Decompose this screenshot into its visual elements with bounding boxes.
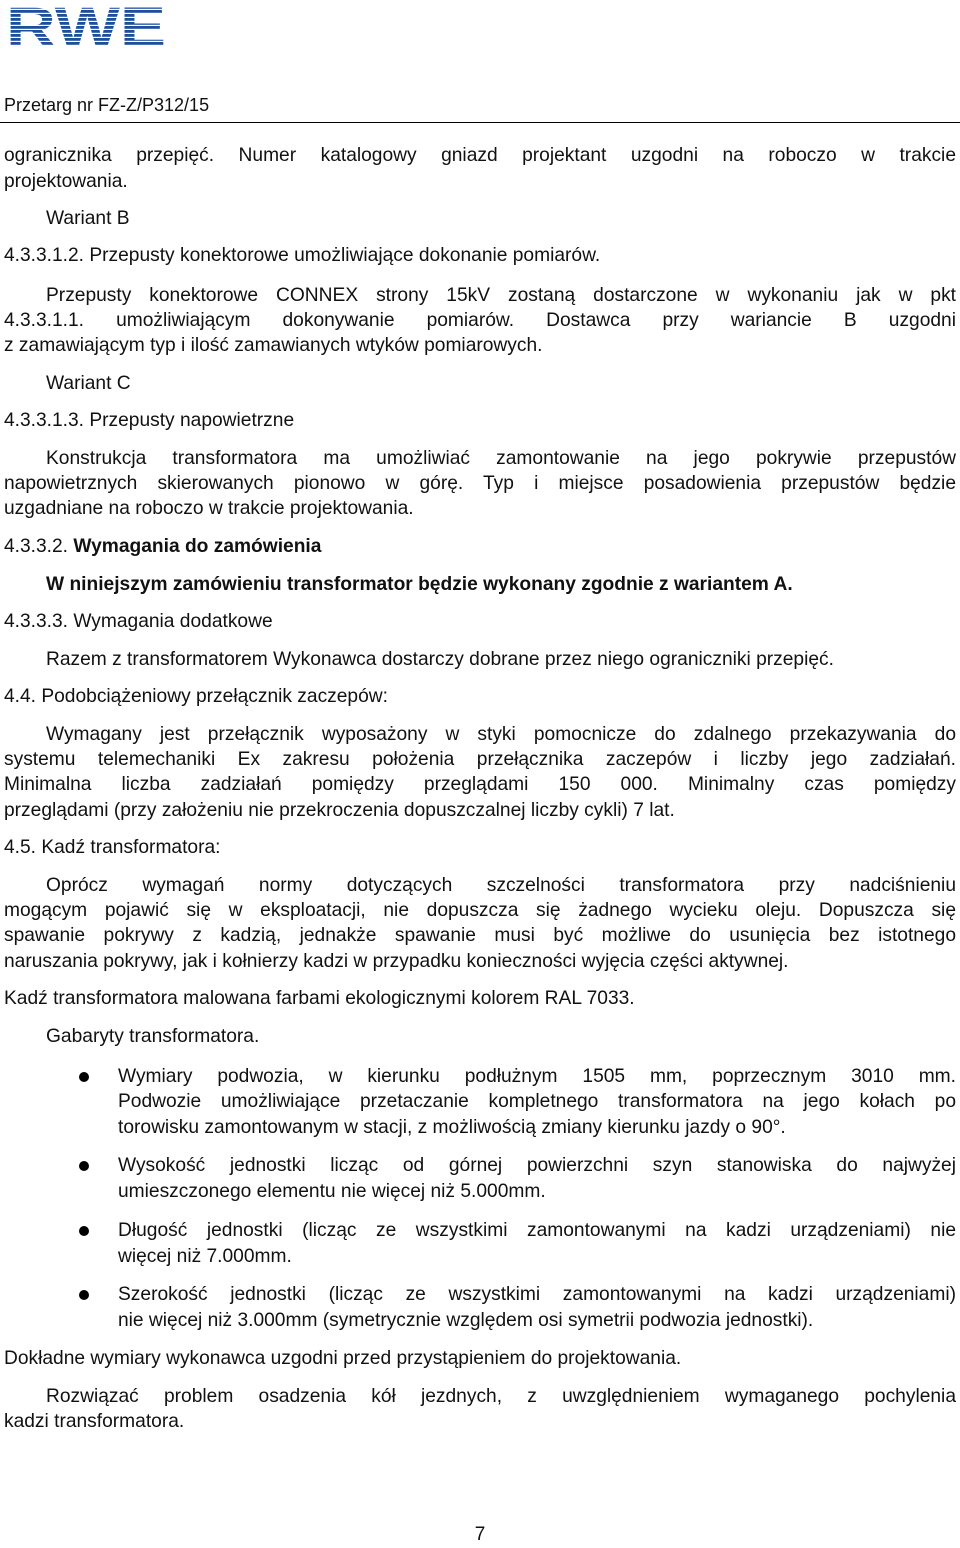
text-line: naruszania pokrywy, jak i kołnierzy kadzi w przypadku konieczności wyjęcia części aktywnej. (4, 951, 789, 972)
variant-c-heading: Wariant C (46, 373, 131, 394)
rwe-logo (6, 2, 168, 54)
text-line: 4.3.3.1.2. Przepusty konektorowe umożliwiające dokonanie pomiarów. (4, 245, 601, 266)
bullet-text: Szerokość jednostki (licząc ze wszystkimi zamontowanymi na kadzi urządzeniami) (118, 1284, 956, 1305)
bold-statement: W niniejszym zamówieniu transformator będzie wykonany zgodnie z wariantem A. (46, 574, 793, 595)
bullet-text: umieszczonego elementu nie więcej niż 5.000mm. (118, 1181, 546, 1202)
text-line: kadzi transformatora. (4, 1411, 185, 1432)
section-heading: 4.3.3.1.3. Przepusty napowietrzne (4, 410, 295, 431)
tender-number: Przetarg nr FZ-Z/P312/15 (4, 95, 210, 115)
text-line: Kadź transformatora malowana farbami ekologicznymi kolorem RAL 7033. (4, 988, 635, 1009)
bullet-text: więcej niż 7.000mm. (118, 1246, 292, 1267)
header-divider (0, 122, 960, 123)
section-heading: 4.5. Kadź transformatora: (4, 837, 221, 858)
bullet-text: Wysokość jednostki licząc od górnej powierzchni szyn stanowiska do najwyżej (118, 1155, 956, 1176)
text-line: napowietrznych skierowanych pionowo w górę. Typ i miejsce posadowienia przepustów będzie (4, 473, 956, 494)
text-line: Wymagany jest przełącznik wyposażony w styki pomocnicze do zdalnego przekazywania do (46, 724, 956, 745)
text-line: ogranicznika przepięć. Numer katalogowy gniazd projektant uzgodni na roboczo w trakcie (4, 145, 956, 166)
text-line: projektowania. (4, 171, 128, 192)
rwe-logo-graphic (6, 2, 168, 54)
bullet-icon (79, 1290, 89, 1300)
bullet-icon (79, 1161, 89, 1171)
section-heading-4-3-3-2 (4, 535, 321, 559)
text-line: spawanie pokrywy z kadzią, jednakże spawanie musi być możliwe do usunięcia bez istotnego (4, 925, 956, 946)
text-line: mogącym pojawić się w eksploatacji, nie dopuszcza się żadnego wycieku oleju. Dopuszcza się (4, 900, 956, 921)
text-line: Konstrukcja transformatora ma umożliwiać zamontowanie na jego pokrywie przepustów (46, 448, 956, 469)
text-line: Oprócz wymagań normy dotyczących szczelności transformatora przy nadciśnieniu (46, 875, 956, 896)
section-heading: 4.3.3.3. Wymagania dodatkowe (4, 611, 273, 632)
section-number: 4.3.3.2. (4, 536, 74, 557)
text-line: Gabaryty transformatora. (46, 1026, 260, 1047)
section-title: Wymagania do zamówienia (73, 536, 322, 557)
page-number: 7 (474, 1524, 486, 1545)
bullet-icon (79, 1072, 89, 1082)
bullet-text: Wymiary podwozia, w kierunku podłużnym 1505 mm, poprzecznym 3010 mm. (118, 1066, 956, 1087)
bullet-text: Długość jednostki (licząc ze wszystkimi zamontowanymi na kadzi urządzeniami) nie (118, 1220, 956, 1241)
text-line: uzgadniane na roboczo w trakcie projektowania. (4, 498, 414, 519)
bullet-text: torowisku zamontowanym w stacji, z możliwością zmiany kierunku jazdy o 90°. (118, 1117, 786, 1138)
logo-text: RWE (6, 2, 166, 54)
text-line: z zamawiającym typ i ilość zamawianych wtyków pomiarowych. (4, 335, 543, 356)
text-line: Minimalna liczba zadziałań pomiędzy przeglądami 150 000. Minimalny czas pomiędzy (4, 774, 956, 795)
bullet-text: Podwozie umożliwiające przetaczanie kompletnego transformatora na jego kołach po (118, 1091, 956, 1112)
section-heading: 4.4. Podobciążeniowy przełącznik zaczepów: (4, 686, 388, 707)
text-line: Przepusty konektorowe CONNEX strony 15kV zostaną dostarczone w wykonaniu jak w pkt (46, 285, 956, 306)
bullet-text: nie więcej niż 3.000mm (symetrycznie względem osi symetrii podwozia jednostki). (118, 1310, 814, 1331)
text-line: przeglądami (przy założeniu nie przekroczenia dopuszczalnej liczby cykli) 7 lat. (4, 800, 675, 821)
text-line: Rozwiązać problem osadzenia kół jezdnych, z uwzględnieniem wymaganego pochylenia (46, 1386, 956, 1407)
text-line: 4.3.3.1.1. umożliwiającym dokonywanie pomiarów. Dostawca przy wariancie B uzgodni (4, 310, 956, 331)
text-line: Razem z transformatorem Wykonawca dostarczy dobrane przez niego ograniczniki przepięć. (46, 649, 834, 670)
variant-b-heading: Wariant B (46, 208, 130, 229)
text-line: systemu telemechaniki Ex zakresu położenia przełącznika zaczepów i liczby jego zadziałań. (4, 749, 956, 770)
text-line: Dokładne wymiary wykonawca uzgodni przed przystąpieniem do projektowania. (4, 1348, 682, 1369)
bullet-icon (79, 1226, 89, 1236)
